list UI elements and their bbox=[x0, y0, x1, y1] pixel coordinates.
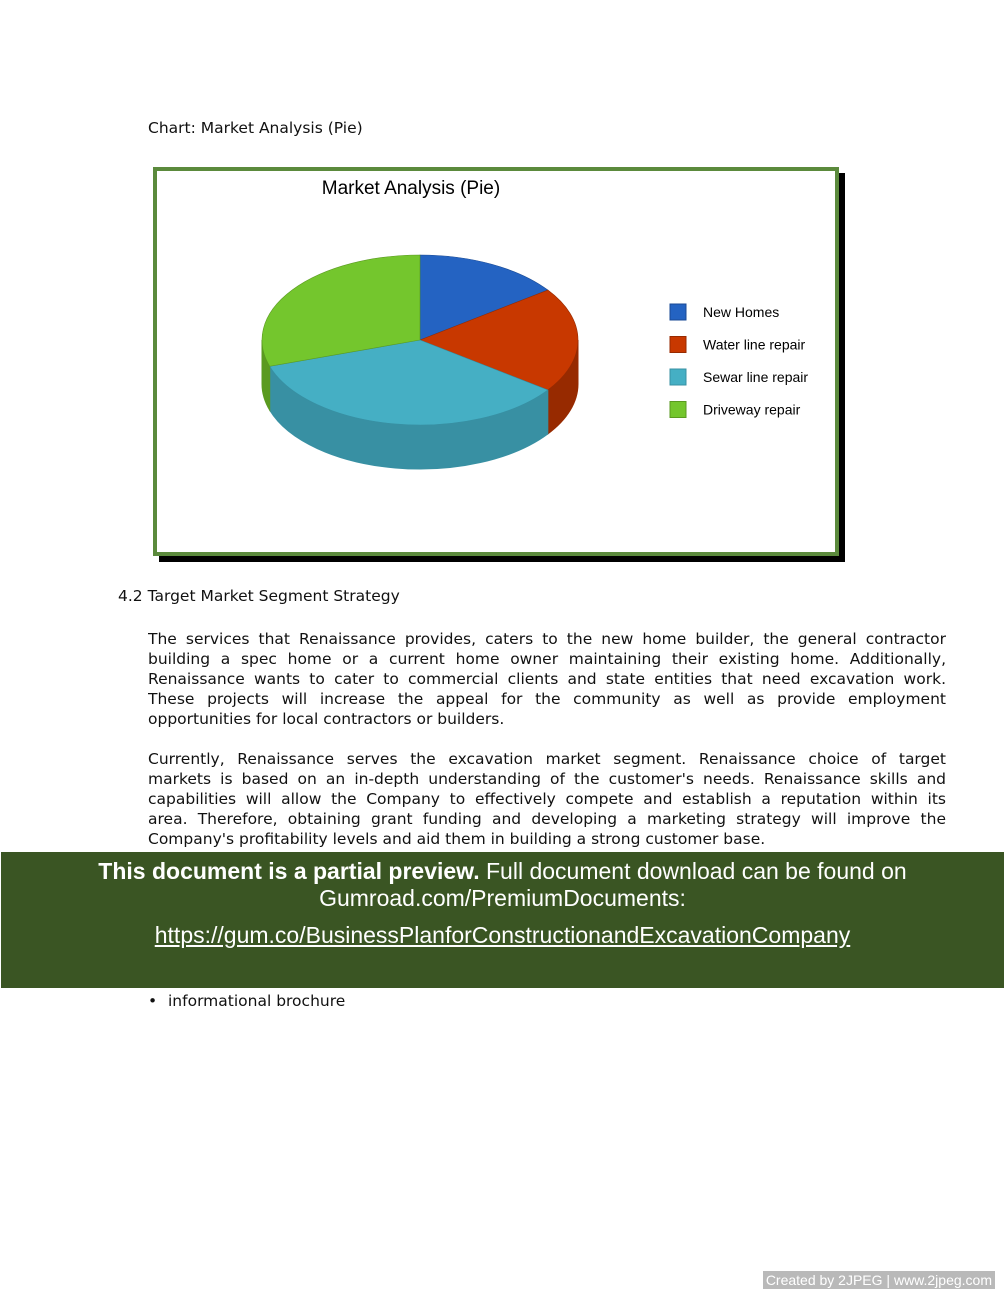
chart-caption: Chart: Market Analysis (Pie) bbox=[148, 119, 363, 137]
legend-label: New Homes bbox=[703, 304, 780, 320]
chart-frame bbox=[153, 167, 839, 556]
text-line: markets is based on an in-depth understanding of the customer's needs. Renaissance skills and bbox=[148, 770, 946, 788]
preview-banner bbox=[1, 852, 1004, 988]
legend-swatch bbox=[670, 337, 686, 353]
banner-text: Full document download can be found on bbox=[479, 858, 907, 884]
download-link[interactable]: https://gum.co/BusinessPlanforConstructionandExcavationCompany bbox=[154, 922, 851, 948]
bullet-icon: • bbox=[148, 992, 158, 1010]
text-line: These projects will increase the appeal for the community as well as provide employment bbox=[148, 690, 946, 708]
banner-line2: Gumroad.com/PremiumDocuments: bbox=[319, 885, 686, 911]
legend-label: Water line repair bbox=[703, 336, 806, 353]
legend-swatch bbox=[670, 304, 686, 320]
text-line: opportunities for local contractors or builders. bbox=[148, 710, 505, 728]
text-line: capabilities will allow the Company to effectively compete and establish a reputation within its bbox=[148, 790, 946, 808]
pie-chart bbox=[157, 171, 835, 552]
list-item bbox=[148, 992, 345, 1010]
chart-title: Market Analysis (Pie) bbox=[321, 178, 501, 199]
legend-swatch bbox=[670, 369, 686, 385]
text-line: The services that Renaissance provides, caters to the new home builder, the general contractor bbox=[148, 630, 946, 648]
watermark: Created by 2JPEG | www.2jpeg.com bbox=[763, 1271, 995, 1289]
legend-label: Sewar line repair bbox=[703, 369, 809, 385]
paragraph-1 bbox=[148, 629, 946, 729]
text-line: building a spec home or a current home owner maintaining their existing home. Additionally, bbox=[148, 650, 946, 668]
legend-swatch bbox=[670, 402, 686, 418]
section-heading: 4.2 Target Market Segment Strategy bbox=[118, 587, 400, 605]
text-line: Company's profitability levels and aid them in building a strong customer base. bbox=[148, 830, 766, 848]
list-item-text: informational brochure bbox=[168, 992, 346, 1010]
text-line: area. Therefore, obtaining grant funding and developing a marketing strategy will improve the bbox=[148, 810, 946, 828]
paragraph-2 bbox=[148, 749, 946, 849]
text-line: Renaissance wants to cater to commercial clients and state entities that need excavation work. bbox=[148, 670, 946, 688]
banner-bold: This document is a partial preview. bbox=[98, 858, 480, 884]
text-line: Currently, Renaissance serves the excavation market segment. Renaissance choice of target bbox=[148, 750, 946, 768]
legend-label: Driveway repair bbox=[703, 401, 801, 418]
